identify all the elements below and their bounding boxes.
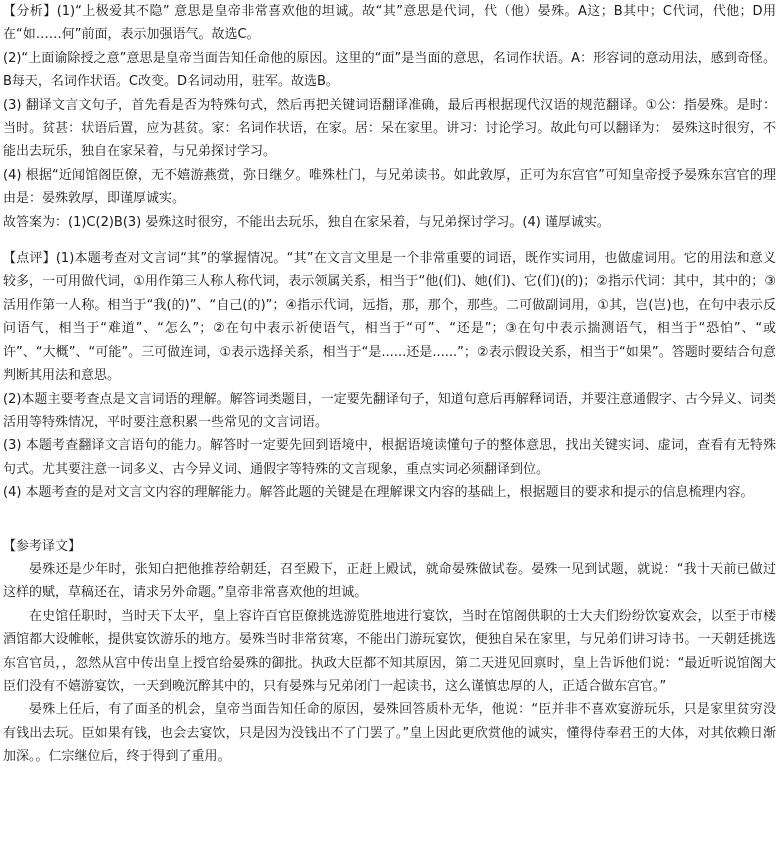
analysis-paragraph-3: (3) 翻译文言文句子，首先看是否为特殊句式，然后再把关键词语翻译准确，最后再根据现代汉语的规范翻译。①公：指晏殊。是时：当时。贫甚：状语后置，应为甚贫。家：名词作状语，在家。居：呆在家里。讲习：讨论学习。故此句可以翻译为： 晏殊这时很穷，不能出去玩乐，独自在家呆着，与兄弟探讨学习。 <box>3 97 776 160</box>
translation-paragraph-3: 晏殊上任后，有了面圣的机会，皇帝当面告知任命的原因，晏殊回答质朴无华，他说：“臣并非不喜欢宴游玩乐，只是家里贫穷没有钱出去玩。臣如果有钱，也会去宴饮，只是因为没钱出不了门罢了。”皇上因此更欣赏他的诚实，懂得侍奉君王的大体，对其依赖日渐加深。。仁宗继位后，终于得到了重用。 <box>3 702 776 765</box>
translation-section <box>3 535 776 769</box>
analysis-paragraph-1: 【分析】(1)“上极爱其不隐” 意思是皇帝非常喜欢他的坦诚。故“其”意思是代词，代（他）晏殊。A这；B其中；C代词，代他；D用在“如……何”前面，表示加强语气。故选C。 <box>3 4 776 43</box>
comment-paragraph-2: (2)本题主要考查点是文言词语的理解。解答词类题目，一定要先翻译句子，知道句意后再解释词语，并要注意通假字、古今异义、词类活用等特殊情况，平时要注意积累一些常见的文言词语。 <box>3 391 776 430</box>
translation-heading: 【参考译文】 <box>3 538 82 554</box>
analysis-paragraph-4: (4) 根据“近闻馆阁臣僚，无不嬉游燕赏，弥日继夕。唯殊杜门，与兄弟读书。如此敦厚，正可为东宫官”可知皇帝授予晏殊东宫官的理由是：晏殊敦厚，即谨厚诚实。 <box>3 167 776 207</box>
comment-paragraph-4: (4) 本题考查的是对文言文内容的理解能力。解答此题的关键是在理解课文内容的基础上，根据题目的要求和提示的信息梳理内容。 <box>3 485 754 501</box>
analysis-paragraph-2: (2)“上面谕除授之意”意思是皇帝当面告知任命他的原因。这里的“面”是当面的意思，名词作状语。A：形容词的意动用法，感到奇怪。B每天，名词作状语。C改变。D名词动用，驻军。故选B。 <box>3 50 776 90</box>
answer-line: 故答案为：(1)C(2)B(3) 晏殊这时很穷，不能出去玩乐，独自在家呆着，与兄弟探讨学习。(4) 谨厚诚实。 <box>3 214 610 230</box>
comment-section <box>3 247 776 504</box>
analysis-section <box>3 0 776 234</box>
section-spacer <box>3 505 776 535</box>
comment-paragraph-1: 【点评】(1)本题考查对文言词“其”的掌握情况。“其”在文言文里是一个非常重要的词语，既作实词用，也做虚词用。它的用法和意义较多，一可用做代词，①用作第三人称人称代词，表示领属关系，相当于“他(们)、她(们)、它(们)(的)；②指示代词：其中，其中的；③活用作第一人称。相当于“我(的)”、“自己(的)”；④指示代词，远指，那，那个，那些。二可做副词用，①其，岂(岂)也，在句中表示反问语气，相当于“难道”、“怎么”；②在句中表示祈使语气，相当于“可”、“还是”；③在句中表示揣测语气，相当于“恐怕”、“或许”、“大概”、“可能”。三可做连词，①表示选择关系，相当于“是......还是......”；②表示假设关系，相当于“如果”。答题时要结合句意判断其用法和意思。 <box>3 251 776 384</box>
comment-paragraph-3: (3) 本题考查翻译文言语句的能力。解答时一定要先回到语境中，根据语境读懂句子的整体意思，找出关键实词、虚词，查看有无特殊句式。尤其要注意一词多义、古今异义词、通假字等特殊的文言现象，重点实词必须翻译到位。 <box>3 438 776 477</box>
translation-paragraph-2: 在史馆任职时，当时天下太平，皇上容许百官臣僚挑选游览胜地进行宴饮，当时在馆阁供职的士大夫们纷纷饮宴欢会，以至于市楼酒馆都大设帷帐，提供宴饮游乐的地方。晏殊当时非常贫寒，不能出门游玩宴饮，便独自呆在家里，与兄弟们讲习诗书。一天朝廷挑选东宫官员，，忽然从宫中传出皇上授官给晏殊的御批。执政大臣都不知其原因，第二天进见回禀时，皇上告诉他们说：“最近听说馆阁大臣们没有不嬉游宴饮，一天到晚沉醉其中的，只有晏殊与兄弟闭门一起读书，这么谨慎忠厚的人，正适合做东宫官。” <box>3 608 776 694</box>
section-spacer <box>3 234 776 247</box>
translation-paragraph-1: 晏殊还是少年时，张知白把他推荐给朝廷，召至殿下，正赶上殿试，就命晏殊做试卷。晏殊一见到试题，就说：“我十天前已做过这样的赋，草稿还在，请求另外命题。”皇帝非常喜欢他的坦诚。 <box>3 561 776 601</box>
